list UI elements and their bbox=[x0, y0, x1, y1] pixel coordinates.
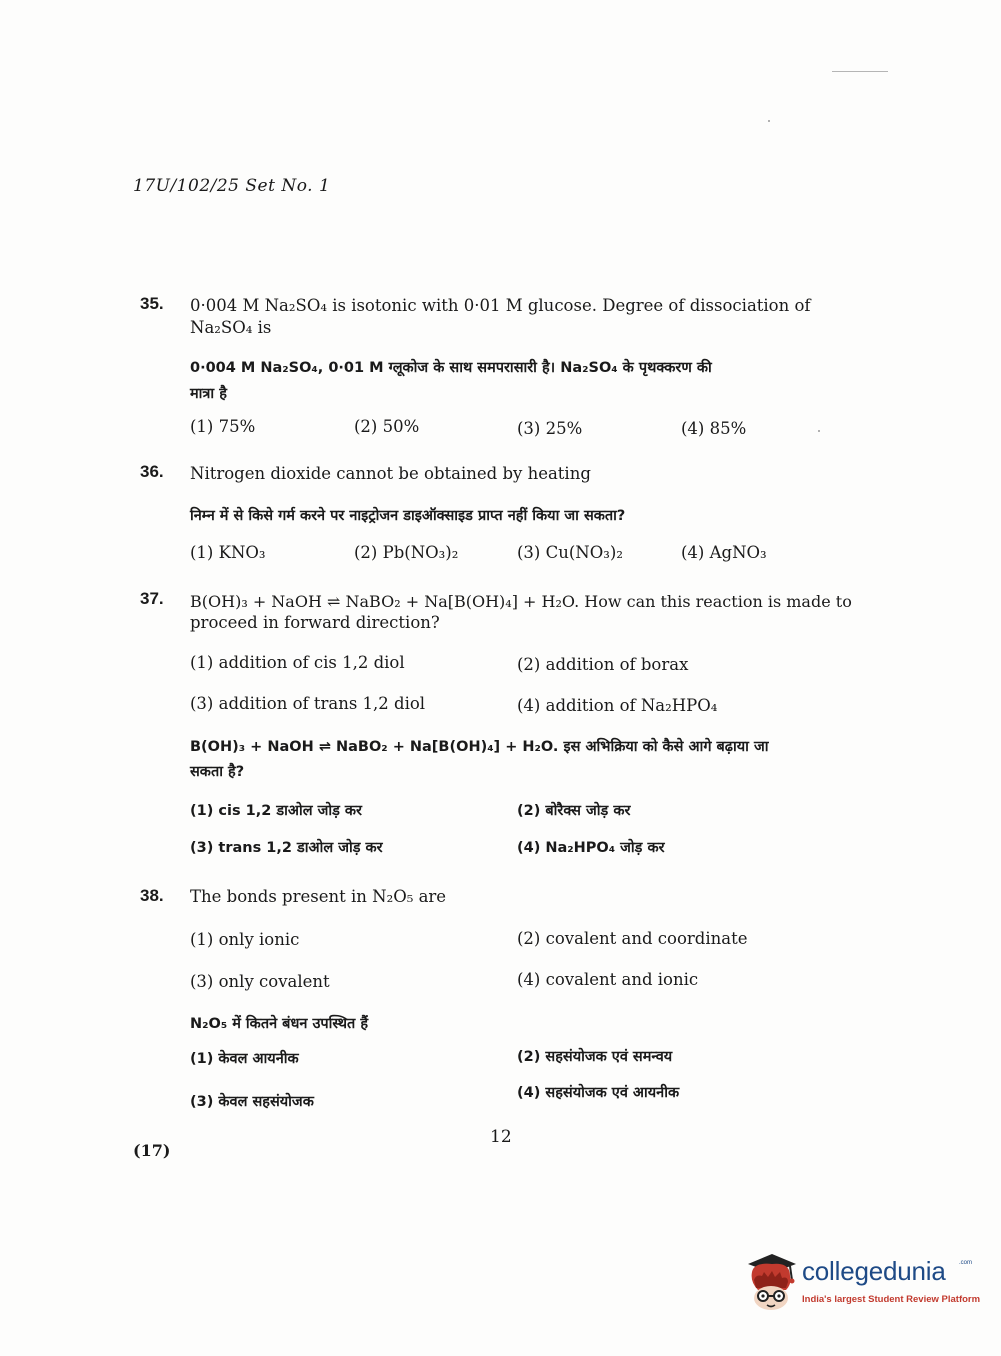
question-37-hindi-option-1: (1) cis 1,2 डाओल जोड़ कर bbox=[190, 803, 362, 819]
question-37-text-line1: B(OH)₃ + NaOH ⇌ NaBO₂ + Na[B(OH)₄] + H₂O. How can this reaction is made to bbox=[190, 592, 852, 611]
question-35-hindi-line1: 0·004 M Na₂SO₄, 0·01 M ग्लूकोज के साथ समपरासारी है। Na₂SO₄ के पृथक्करण की bbox=[190, 360, 712, 376]
logo-wordmark: collegedunia bbox=[802, 1256, 946, 1286]
question-38-hindi-option-3: (3) केवल सहसंयोजक bbox=[190, 1094, 314, 1110]
question-36-option-4: (4) AgNO₃ bbox=[681, 543, 767, 562]
question-37-option-3: (3) addition of trans 1,2 diol bbox=[190, 694, 426, 713]
question-38-hindi-option-1: (1) केवल आयनीक bbox=[190, 1051, 299, 1067]
question-37-hindi-option-4: (4) Na₂HPO₄ जोड़ कर bbox=[517, 840, 665, 856]
logo-domain-suffix: .com bbox=[959, 1260, 973, 1266]
question-35-number: 35. bbox=[140, 294, 164, 313]
question-38-hindi-option-4: (4) सहसंयोजक एवं आयनीक bbox=[517, 1085, 680, 1101]
question-38-text-line1: The bonds present in N₂O₅ are bbox=[190, 887, 447, 906]
question-37-number: 37. bbox=[140, 589, 164, 608]
question-37-hindi-option-2: (2) बोरैक्स जोड़ कर bbox=[517, 803, 631, 819]
question-36-option-2: (2) Pb(NO₃)₂ bbox=[354, 543, 459, 562]
question-36-option-1: (1) KNO₃ bbox=[190, 543, 266, 562]
mascot-icon bbox=[742, 1250, 800, 1312]
question-37-option-2: (2) addition of borax bbox=[517, 655, 689, 674]
logo-tagline: India's largest Student Review Platform bbox=[802, 1294, 981, 1305]
question-37-option-4: (4) addition of Na₂HPO₄ bbox=[517, 696, 718, 715]
question-37-hindi-line2: सकता है? bbox=[190, 764, 245, 780]
question-38-option-2: (2) covalent and coordinate bbox=[517, 929, 748, 948]
question-35-hindi-line2: मात्रा है bbox=[190, 386, 227, 402]
page-number: 12 bbox=[490, 1127, 512, 1147]
question-35-text-line1: 0·004 M Na₂SO₄ is isotonic with 0·01 M glucose. Degree of dissociation of bbox=[190, 296, 811, 315]
question-37-option-1: (1) addition of cis 1,2 diol bbox=[190, 653, 405, 672]
booklet-code: (17) bbox=[133, 1141, 171, 1160]
question-35-text-line2: Na₂SO₄ is bbox=[190, 318, 272, 337]
collegedunia-logo bbox=[742, 1250, 981, 1320]
question-37-hindi-line1: B(OH)₃ + NaOH ⇌ NaBO₂ + Na[B(OH)₄] + H₂O. इस अभिक्रिया को कैसे आगे बढ़ाया जा bbox=[190, 739, 769, 755]
question-37-text-line2: proceed in forward direction? bbox=[190, 613, 440, 632]
question-38-hindi-option-2: (2) सहसंयोजक एवं समन्वय bbox=[517, 1049, 673, 1065]
question-38-option-1: (1) only ionic bbox=[190, 930, 300, 949]
question-36-text-line1: Nitrogen dioxide cannot be obtained by heating bbox=[190, 464, 591, 483]
scan-speck bbox=[818, 430, 820, 432]
question-38-number: 38. bbox=[140, 886, 164, 905]
set-code-header: 17U/102/25 Set No. 1 bbox=[133, 176, 331, 196]
question-38-option-4: (4) covalent and ionic bbox=[517, 970, 699, 989]
top-rule bbox=[832, 71, 888, 72]
question-35-option-4: (4) 85% bbox=[681, 419, 747, 438]
question-36-option-3: (3) Cu(NO₃)₂ bbox=[517, 543, 623, 562]
scan-speck bbox=[768, 120, 770, 122]
question-36-hindi-line1: निम्न में से किसे गर्म करने पर नाइट्रोजन डाइऑक्साइड प्राप्त नहीं किया जा सकता? bbox=[190, 508, 626, 524]
question-36-number: 36. bbox=[140, 462, 164, 481]
question-38-hindi-line1: N₂O₅ में कितने बंधन उपस्थित हैं bbox=[190, 1016, 369, 1032]
question-35-option-1: (1) 75% bbox=[190, 417, 256, 436]
question-35-option-2: (2) 50% bbox=[354, 417, 420, 436]
question-35-option-3: (3) 25% bbox=[517, 419, 583, 438]
question-38-option-3: (3) only covalent bbox=[190, 972, 330, 991]
question-37-hindi-option-3: (3) trans 1,2 डाओल जोड़ कर bbox=[190, 840, 383, 856]
